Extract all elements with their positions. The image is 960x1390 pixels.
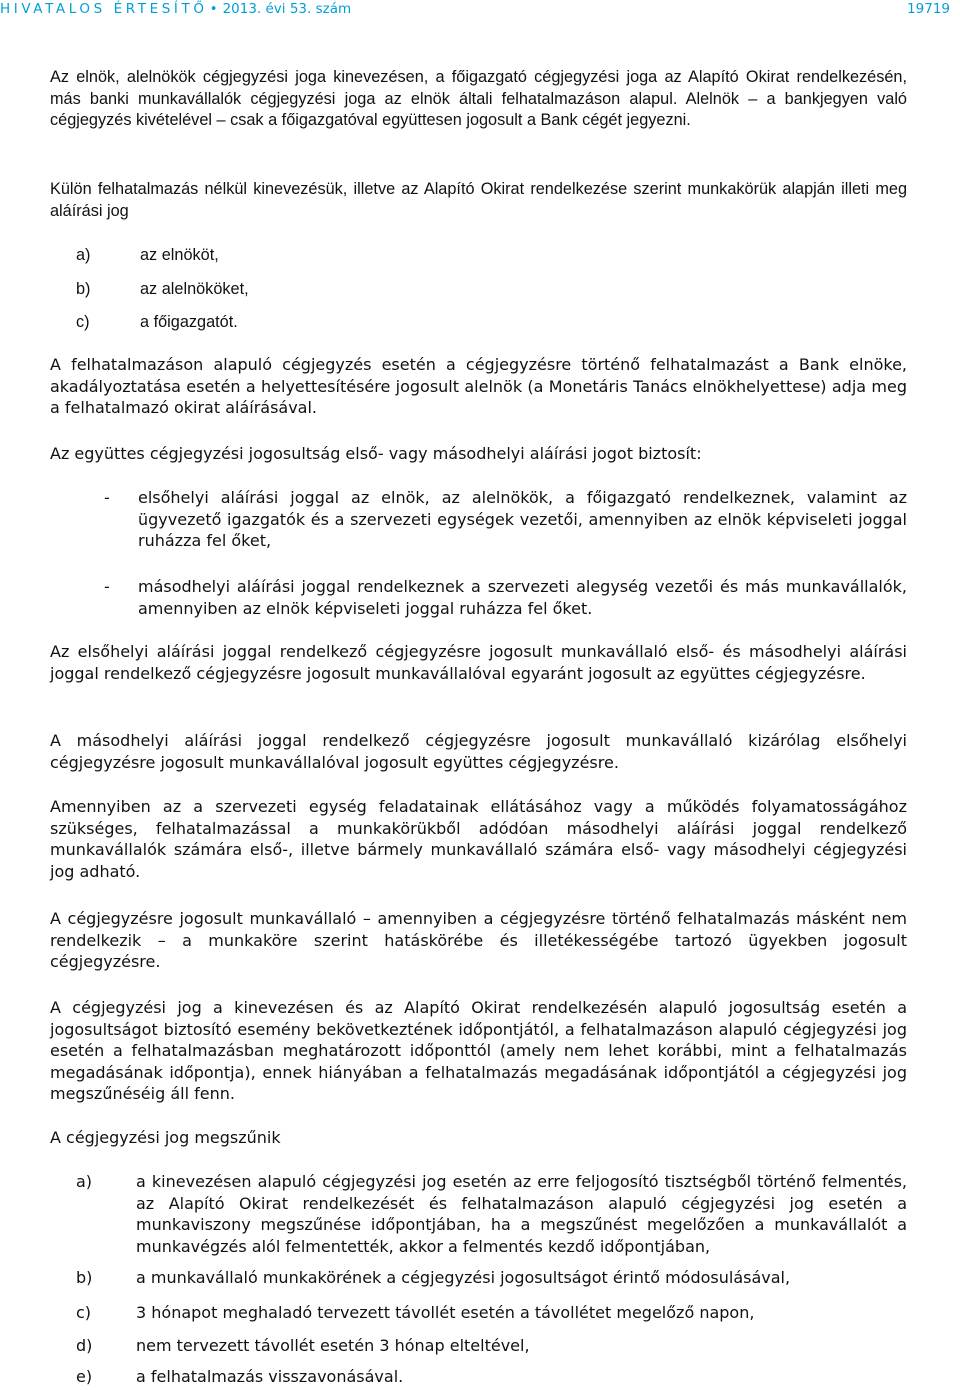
paragraph-termination-intro: A cégjegyzési jog megszűnik (50, 1128, 281, 1147)
paragraph-signers-intro: Külön felhatalmazás nélkül kinevezésük, illetve az Alapító Okirat rendelkezése szerint munkakörük alapján illeti meg aláírási jog (50, 180, 907, 220)
dash-mark: - (104, 488, 110, 507)
paragraph-delegation: Amennyiben az a szervezeti egység feladatainak ellátásához vagy a működés folyamatosságához szükséges, felhatalmazással a munkakörükből adódóan másodhelyi aláírási joggal rendelkező munkavállalók számára első-, illetve bármely munkavállaló számára első- vagy másodhelyi cégjegyzési jog adható. (50, 797, 907, 881)
list-text: elsőhelyi aláírási joggal az elnök, az alelnökök, a főigazgató rendelkeznek, valamint az ügyvezető igazgatók és a szervezeti egységek vezetői, amennyiben az elnök képviseleti joggal ruházza fel őket, (138, 488, 907, 550)
header-publication-title: HIVATALOS ÉRTESÍTŐ (0, 1, 208, 17)
page-header (0, 0, 960, 34)
header-separator: • (209, 1, 218, 17)
paragraph-first-place: Az elsőhelyi aláírási joggal rendelkező cégjegyzésre jogosult munkavállaló első- és másodhelyi aláírási joggal rendelkező cégjegyzésre jogosult munkavállalóval egyaránt jogosult az együttes cégjegyzésre. (50, 642, 907, 683)
paragraph-joint-signing: Az együttes cégjegyzési jogosultság első- vagy másodhelyi aláírási jogot biztosít: (50, 444, 702, 463)
list-text: másodhelyi aláírási joggal rendelkeznek a szervezeti alegység vezetői és más munkavállalók, amennyiben az elnök képviseleti joggal ruházza fel őket. (138, 577, 907, 618)
list-label: c) (76, 1303, 92, 1322)
list-label: a) (76, 1172, 93, 1191)
list-text: a munkavállaló munkakörének a cégjegyzési jogosultságot érintő módosulásával, (136, 1268, 791, 1287)
paragraph-second-place: A másodhelyi aláírási joggal rendelkező cégjegyzésre jogosult munkavállaló kizárólag elsőhelyi cégjegyzésre jogosult munkavállalóval jogosult együttes cégjegyzésre. (50, 731, 907, 772)
header-publication-line (0, 1, 351, 17)
paragraph-validity: A cégjegyzési jog a kinevezésen és az Alapító Okirat rendelkezésén alapuló jogosultság esetén a jogosultságot biztosító esemény bekövetkeztének időpontjától, a felhatalmazáson alapuló cégjegyzési jog esetén a felhatalmazásban meghatározott időponttól (amely nem lehet korábbi, mint a felhatalmazás megadásának időpontja), ennek hiányában a felhatalmazás megadásának időpontjától a cégjegyzési jog megszűnéséig áll fenn. (50, 998, 907, 1103)
list-text: a kinevezésen alapuló cégjegyzési jog esetén az erre feljogosító tisztségből történő felmentés, az Alapító Okirat rendelkezését és felhatalmazáson alapuló cégjegyzési jog esetén a munkaviszony megszűnése időpontjában, ha a megszűnést megelőzően a munkavállalót a munkavégzés alól felmentették, akkor a felmentés kezdő időpontjában, (136, 1172, 907, 1256)
list-text: 3 hónapot meghaladó tervezett távollét esetén a távollétet megelőző napon, (136, 1303, 755, 1322)
list-text: a főigazgatót. (140, 313, 238, 331)
list-label: c) (76, 313, 90, 331)
list-text: az alelnököket, (140, 280, 249, 298)
list-text: az elnököt, (140, 246, 219, 264)
list-label: e) (76, 1367, 93, 1386)
paragraph-authorization: A felhatalmazáson alapuló cégjegyzés esetén a cégjegyzésre történő felhatalmazást a Bank elnöke, akadályoztatása esetén a helyettesítésére jogosult alelnök (a Monetáris Tanács elnökhelyettese) adja meg a felhatalmazó okirat aláírásával. (50, 355, 907, 417)
list-label: a) (76, 246, 91, 264)
paragraph-scope: A cégjegyzésre jogosult munkavállaló – amennyiben a cégjegyzésre történő felhatalmazás másként nem rendelkezik – a munkaköre szerint hatáskörébe és illetékességébe tartozó ügyekben jogosult cégjegyzésre. (50, 909, 907, 971)
header-issue: 2013. évi 53. szám (222, 1, 352, 17)
list-label: b) (76, 280, 91, 298)
dash-mark: - (104, 577, 110, 596)
list-label: d) (76, 1336, 93, 1355)
list-label: b) (76, 1268, 93, 1287)
header-page-number: 19719 (907, 1, 950, 17)
paragraph-signature-rights: Az elnök, alelnökök cégjegyzési joga kinevezésen, a főigazgató cégjegyzési joga az Alapító Okirat rendelkezésén, más banki munkavállalók cégjegyzési joga az elnök általi felhatalmazáson alapul. Alelnök – a bankjegyen való cégjegyzés kivételével – csak a főigazgatóval együttesen jogosult a Bank cégét jegyezni. (50, 68, 907, 129)
list-text: a felhatalmazás visszavonásával. (136, 1367, 404, 1386)
list-text: nem tervezett távollét esetén 3 hónap elteltével, (136, 1336, 530, 1355)
